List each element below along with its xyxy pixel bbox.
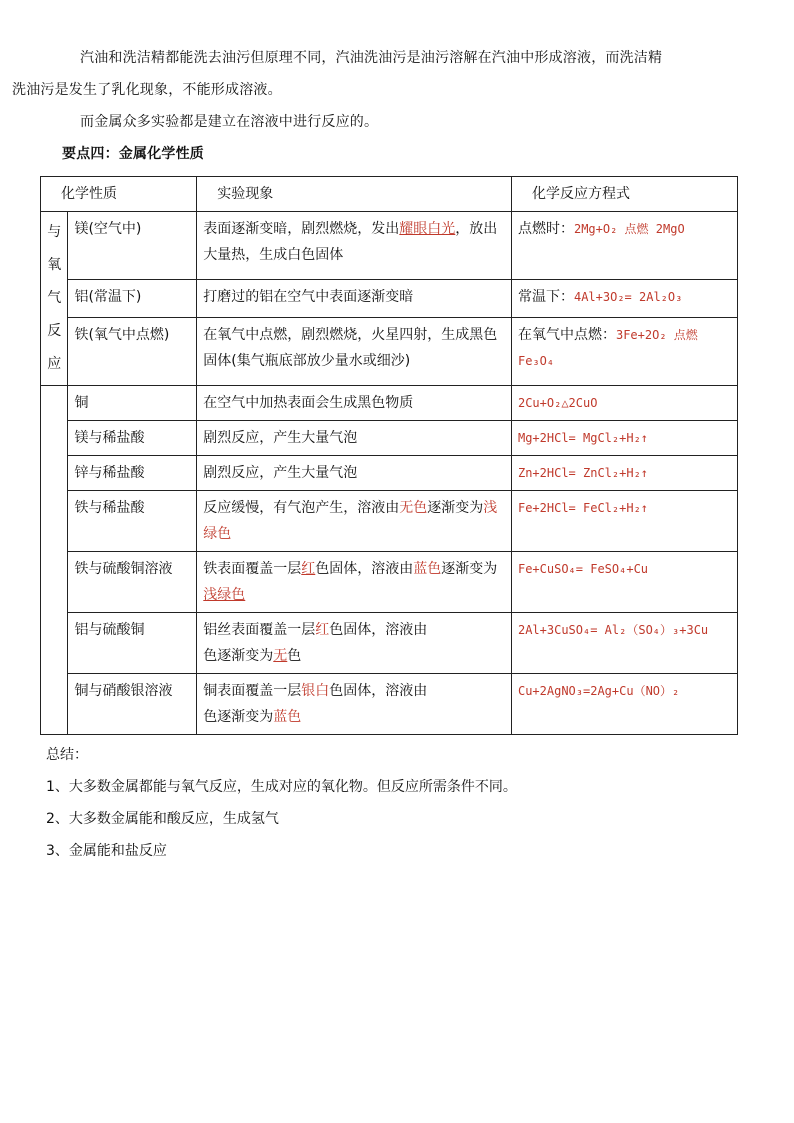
phenomenon-text: 色固体，溶液由: [329, 683, 428, 699]
header-property: 化学性质: [41, 177, 197, 212]
table-header-row: [41, 177, 738, 212]
equation-text: 4Al+3O₂= 2Al₂O₃: [573, 289, 683, 304]
property-name: 铁(氧气中点燃): [68, 318, 197, 386]
metal-properties-table: [40, 176, 738, 735]
phenomenon-text: 铁表面覆盖一层: [203, 561, 302, 577]
table-row: [41, 421, 738, 456]
table-row: [41, 456, 738, 491]
phenomenon-cell: [197, 491, 512, 552]
equation-text: Cu+2AgNO₃=2Ag+Cu（NO）₂: [511, 674, 737, 735]
equation-condition: 常温下：: [517, 288, 574, 305]
phenomenon-text: 表面逐渐变暗，剧烈燃烧，发出: [203, 221, 400, 237]
equation-text: Mg+2HCl= MgCl₂+H₂↑: [511, 421, 737, 456]
summary-item: 3、金属能和盐反应: [46, 843, 167, 859]
group-char: 气: [47, 290, 62, 306]
property-name: 铝与硫酸铜: [68, 613, 197, 674]
equation-cell: [511, 212, 737, 280]
intro-paragraph: [12, 42, 746, 106]
property-name: 铁与硫酸铜溶液: [68, 552, 197, 613]
equation-condition: 在氧气中点燃：: [517, 327, 616, 344]
equation-text: 3Fe+2O₂ 点燃 Fe₃O₄: [517, 328, 698, 369]
phenomenon-text: 剧烈反应，产生大量气泡: [197, 456, 512, 491]
answer-text: 耀眼白光: [399, 221, 456, 237]
group-char: 应: [47, 356, 62, 372]
property-name: 锌与稀盐酸: [68, 456, 197, 491]
header-equation: 化学反应方程式: [511, 177, 737, 212]
intro-line-2: 洗油污是发生了乳化现象，不能形成溶液。: [12, 82, 282, 98]
equation-condition: 点燃时：: [517, 221, 574, 237]
group-char: 与: [47, 224, 62, 240]
phenomenon-text: 铝丝表面覆盖一层: [203, 622, 316, 638]
phenomenon-cell: [197, 552, 512, 613]
answer-text: 浅绿色: [203, 587, 246, 603]
property-name: 铜: [68, 386, 197, 421]
summary-item: 2、大多数金属能和酸反应，生成氢气: [46, 811, 279, 827]
equation-text: 2Al+3CuSO₄= Al₂（SO₄）₃+3Cu: [511, 613, 737, 674]
property-name: 铁与稀盐酸: [68, 491, 197, 552]
phenomenon-text: 在空气中加热表面会生成黑色物质: [197, 386, 512, 421]
phenomenon-text: 打磨过的铝在空气中表面逐渐变暗: [197, 279, 512, 318]
group-char: 氧: [47, 257, 62, 273]
phenomenon-text: 铜表面覆盖一层: [203, 683, 302, 699]
table-row: [41, 491, 738, 552]
group-blank-cell: [41, 386, 68, 735]
table-row: [41, 212, 738, 280]
equation-cell: [511, 318, 737, 386]
table-row: [41, 674, 738, 735]
answer-text: 无色: [399, 500, 428, 516]
table-row: [41, 318, 738, 386]
equation-text: 2Cu+O₂△2CuO: [511, 386, 737, 421]
phenomenon-text: 色固体，溶液由: [329, 622, 428, 638]
table-row: [41, 279, 738, 318]
equation-text: 2Mg+O₂ 点燃 2MgO: [573, 222, 685, 236]
equation-text: Zn+2HCl= ZnCl₂+H₂↑: [511, 456, 737, 491]
table-row: [41, 552, 738, 613]
phenomenon-text: 色: [287, 648, 302, 664]
answer-text: 银白: [301, 683, 330, 699]
summary-item: 1、大多数金属都能与氧气反应，生成对应的氧化物。但反应所需条件不同。: [46, 779, 517, 795]
phenomenon-text: 剧烈反应，产生大量气泡: [197, 421, 512, 456]
equation-text: Fe+2HCl= FeCl₂+H₂↑: [511, 491, 737, 552]
property-name: 镁与稀盐酸: [68, 421, 197, 456]
table-row: [41, 613, 738, 674]
property-name: 铝(常温下): [68, 279, 197, 318]
table-row: [41, 386, 738, 421]
phenomenon-text: 色逐渐变为: [203, 648, 274, 664]
summary-title: 总结：: [46, 747, 88, 763]
header-phenomenon: 实验现象: [197, 177, 512, 212]
answer-text: 红: [301, 561, 316, 577]
phenomenon-text: 逐渐变为: [427, 500, 484, 516]
intro-line-1: 汽油和洗洁精都能洗去油污但原理不同，汽油洗油污是油污溶解在汽油中形成溶液，而洗洁精: [80, 50, 663, 66]
answer-text: 红: [315, 622, 330, 638]
phenomenon-text: 反应缓慢，有气泡产生，溶液由: [203, 500, 400, 516]
equation-text: Fe+CuSO₄= FeSO₄+Cu: [511, 552, 737, 613]
answer-text: 蓝色: [273, 709, 302, 725]
answer-text: 浅绿色: [203, 500, 498, 542]
phenomenon-text: 逐渐变为: [441, 561, 498, 577]
phenomenon-text: 色逐渐变为: [203, 709, 274, 725]
phenomenon-cell: [197, 212, 512, 280]
phenomenon-text: 色固体，溶液由: [315, 561, 414, 577]
section-heading: 要点四：金属化学性质: [62, 146, 204, 162]
phenomenon-cell: [197, 674, 512, 735]
phenomenon-text: 在氧气中点燃，剧烈燃烧，火星四射，生成黑色固体(集气瓶底部放少量水或细沙): [197, 318, 512, 386]
oxygen-reaction-group-label: [41, 212, 68, 386]
phenomenon-text: ，放出大量热，生成白色固体: [203, 221, 498, 263]
answer-text: 无: [273, 648, 288, 664]
answer-text: 蓝色: [413, 561, 442, 577]
property-name: 镁(空气中): [68, 212, 197, 280]
equation-cell: [511, 279, 737, 318]
phenomenon-cell: [197, 613, 512, 674]
intro-line-3: 而金属众多实验都是建立在溶液中进行反应的。: [80, 114, 379, 130]
property-name: 铜与硝酸银溶液: [68, 674, 197, 735]
group-char: 反: [47, 323, 62, 339]
